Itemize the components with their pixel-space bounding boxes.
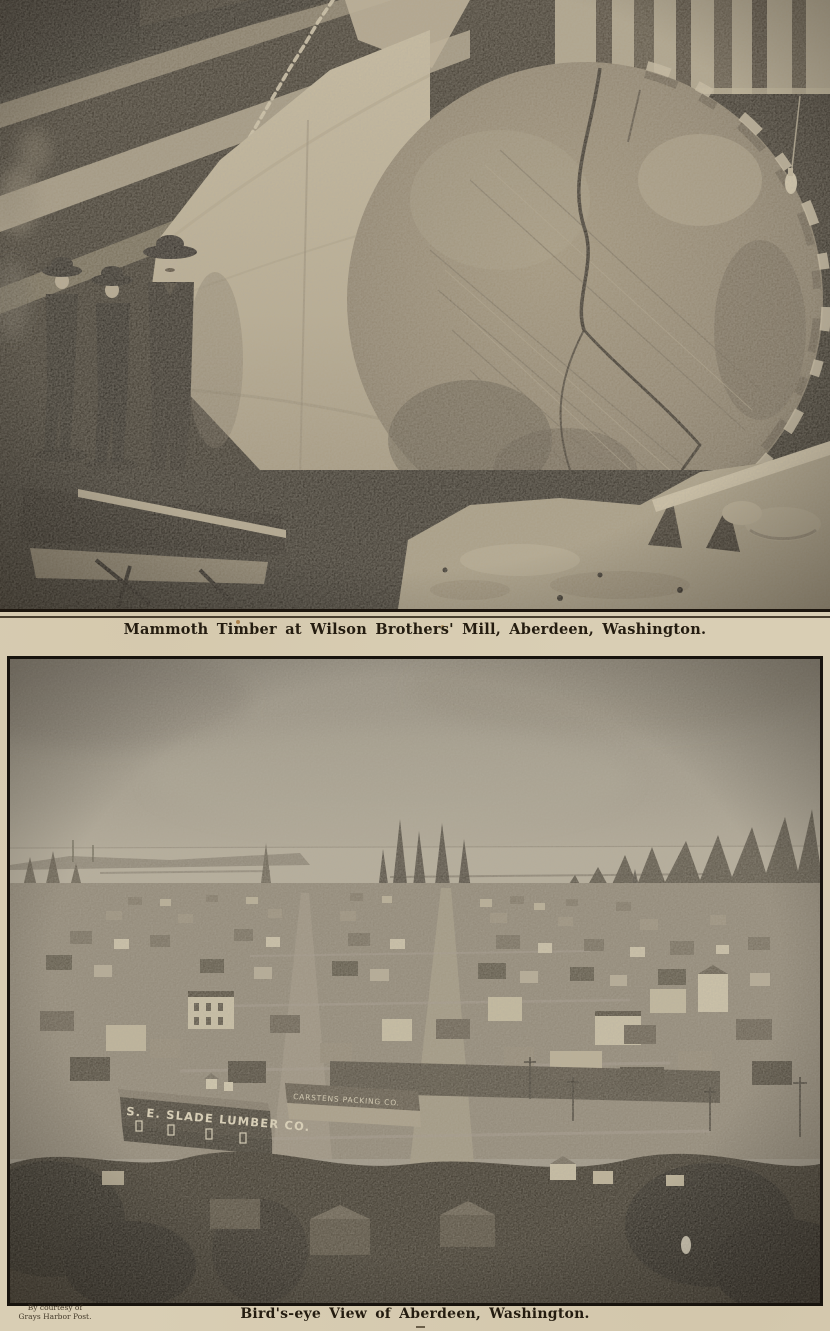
photo-vignette <box>10 659 820 1303</box>
caption-birdseye: Bird's-eye View of Aberdeen, Washington. <box>240 1306 590 1322</box>
credit-line-1: By courtesy of <box>27 1303 83 1312</box>
paper-stain <box>416 1326 425 1328</box>
photo-vignette <box>0 0 830 609</box>
photo-birdseye-view <box>10 659 820 1303</box>
divider-rule <box>0 616 830 618</box>
photo-mammoth-timber <box>0 0 830 612</box>
photo-frame-birdseye <box>7 656 823 1306</box>
caption-mammoth-timber: Mammoth Timber at Wilson Brothers' Mill, Aberdeen, Washington. <box>123 621 707 638</box>
credit-line-2: Grays Harbor Post. <box>18 1312 92 1321</box>
credit-note <box>10 1303 100 1321</box>
